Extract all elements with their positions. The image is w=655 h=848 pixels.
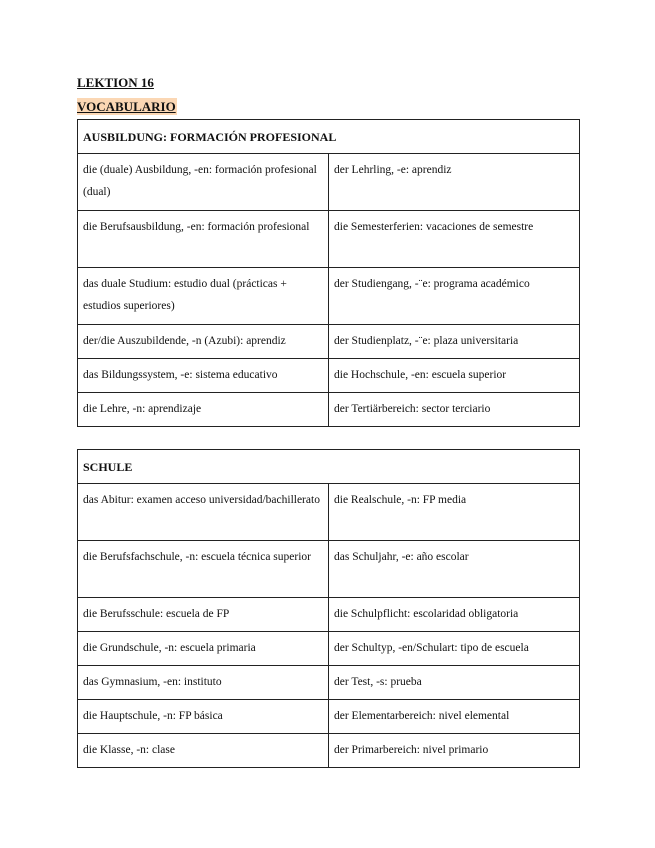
vocab-entry: das Gymnasium, -en: instituto [78,666,329,700]
vocab-entry: die Klasse, -n: clase [78,734,329,768]
table-row [78,632,580,666]
vocab-entry: der Lehrling, -e: aprendiz [329,154,580,211]
vocab-entry: die Semesterferien: vacaciones de semestre [329,211,580,268]
vocab-entry: die Berufsschule: escuela de FP [78,598,329,632]
table-row [78,268,580,325]
section-label: VOCABULARIO [77,99,176,114]
vocab-entry: das Schuljahr, -e: año escolar [329,541,580,598]
vocab-entry: das duale Studium: estudio dual (prácticas + estudios superiores) [78,268,329,325]
vocab-entry: der Tertiärbereich: sector terciario [329,393,580,427]
table-row [78,154,580,211]
vocab-entry: der Studienplatz, -¨e: plaza universitaria [329,325,580,359]
table-row [78,325,580,359]
vocab-entry: die Schulpflicht: escolaridad obligatoria [329,598,580,632]
vocab-entry: der Schultyp, -en/Schulart: tipo de escuela [329,632,580,666]
vocab-entry: die Grundschule, -n: escuela primaria [78,632,329,666]
vocab-entry: die Hauptschule, -n: FP básica [78,700,329,734]
vocab-entry: die Hochschule, -en: escuela superior [329,359,580,393]
table-row [78,484,580,541]
vocab-entry: der Elementarbereich: nivel elemental [329,700,580,734]
vocab-entry: die Lehre, -n: aprendizaje [78,393,329,427]
vocab-entry: das Abitur: examen acceso universidad/bachillerato [78,484,329,541]
table-row [78,734,580,768]
vocab-entry: das Bildungssystem, -e: sistema educativo [78,359,329,393]
vocab-entry: die Berufsfachschule, -n: escuela técnica superior [78,541,329,598]
document-page [77,74,579,768]
vocab-entry: die Berufsausbildung, -en: formación profesional [78,211,329,268]
table-heading: AUSBILDUNG: FORMACIÓN PROFESIONAL [78,120,580,154]
vocab-entry: der Test, -s: prueba [329,666,580,700]
table-row [78,598,580,632]
table-heading: SCHULE [78,450,580,484]
lesson-title: LEKTION 16 [77,75,154,90]
table-row [78,666,580,700]
table-row [78,541,580,598]
table-row [78,700,580,734]
vocab-table-schule [77,449,580,768]
vocab-entry: die Realschule, -n: FP media [329,484,580,541]
vocab-table-ausbildung [77,119,580,427]
vocab-entry: die (duale) Ausbildung, -en: formación profesional (dual) [78,154,329,211]
table-row [78,359,580,393]
table-row [78,211,580,268]
vocab-entry: der Studiengang, -¨e: programa académico [329,268,580,325]
vocab-entry: der/die Auszubildende, -n (Azubi): aprendiz [78,325,329,359]
vocab-entry: der Primarbereich: nivel primario [329,734,580,768]
table-row [78,393,580,427]
